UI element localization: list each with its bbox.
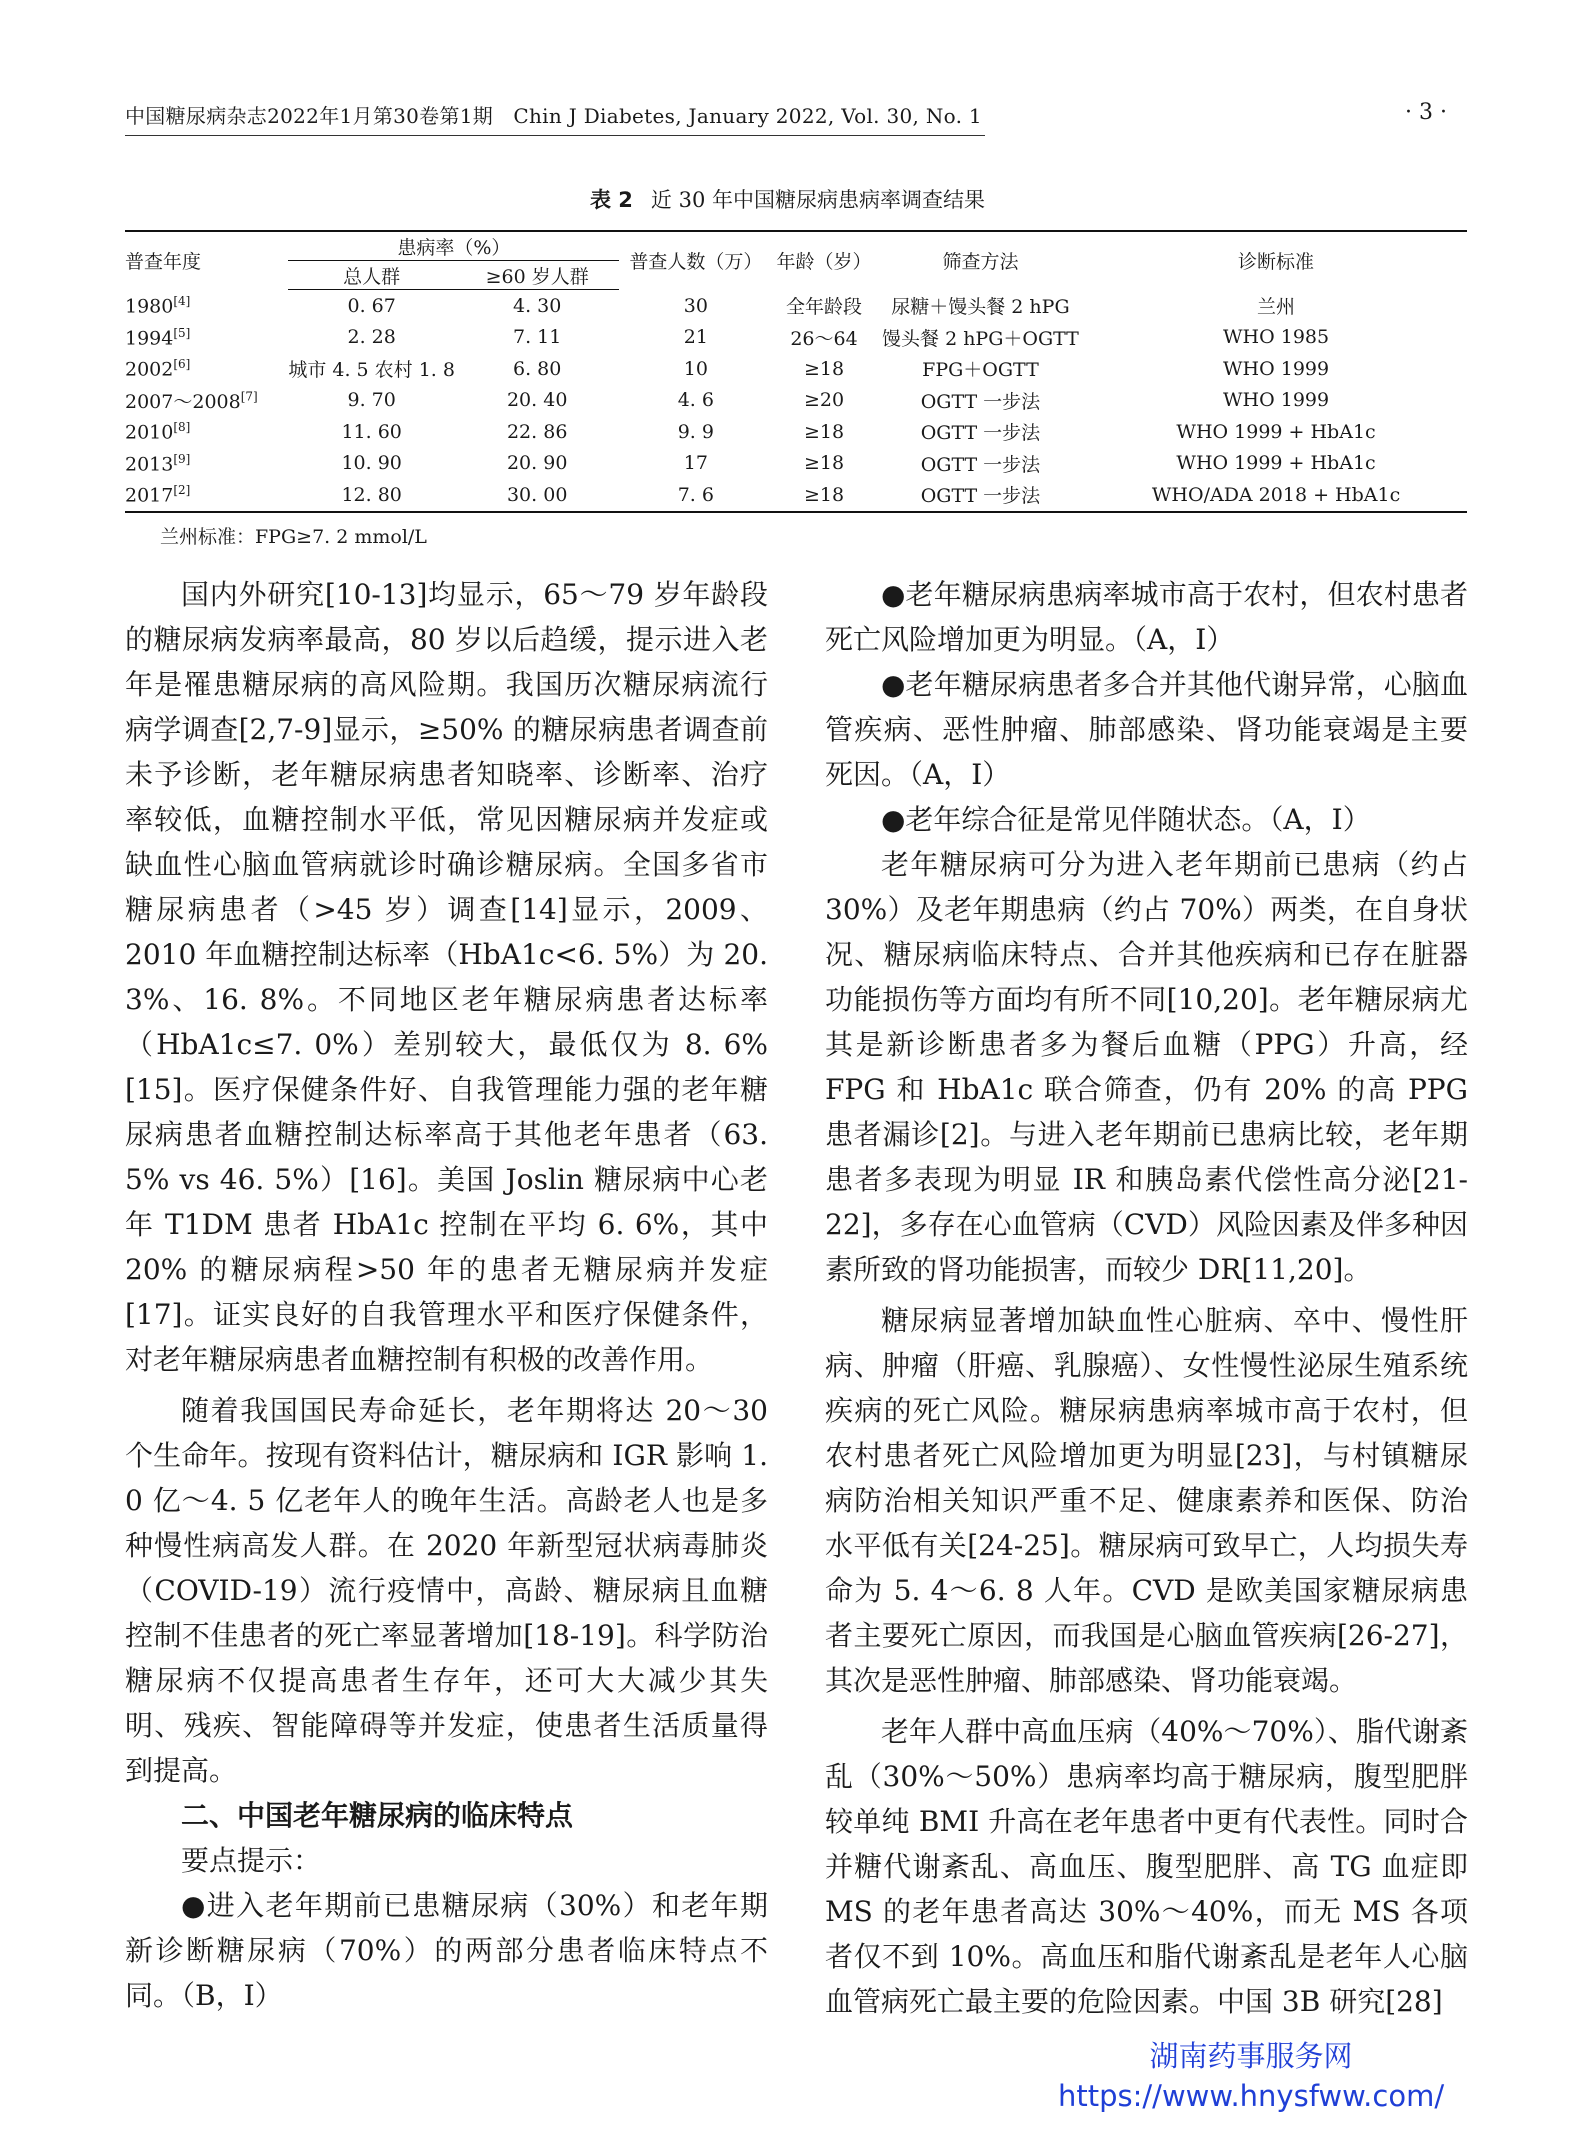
cell-people: 4. 6 (677, 389, 714, 412)
cell-screening: OGTT 一步法 (920, 422, 1041, 445)
table-row (125, 385, 1467, 417)
cell-age: ≥18 (803, 357, 845, 380)
cell-total: 11. 60 (341, 420, 402, 443)
paragraph-5: 老年人群中高血压病（40%～70%）、脂代谢紊乱（30%～50%）患病率均高于糖尿病，腹型肥胖较单纯 BMI 升高在老年患者中更有代表性。同时合并糖代谢紊乱、高血压、腹型肥胖、高 TG 血症即 MS 的老年患者高达 30%～40%，而无 MS 各项者仅不到 10%。高血压和脂代谢紊乱是老年人心脑血管病死亡最主要的危险因素。中国 3B 研究[28] (825, 1715, 1468, 2018)
cell-total: 0. 67 (347, 294, 396, 317)
cell-elderly: 6. 80 (513, 357, 562, 380)
header-total: 总人群 (288, 261, 455, 290)
cell-elderly: 30. 00 (455, 479, 619, 512)
table-row (125, 416, 1467, 448)
cell-people: 10 (683, 357, 708, 380)
cell-year: 2007～2008[7] (125, 389, 258, 413)
cell-people: 30 (683, 294, 708, 317)
cell-age: ≥18 (803, 420, 845, 443)
cell-elderly: 7. 11 (513, 326, 562, 349)
citation-ref: [9] (173, 451, 191, 466)
key-point-4: ●老年综合征是常见伴随状态。（A，Ⅰ） (881, 803, 1371, 836)
table-label: 表 2 (589, 188, 633, 212)
cell-elderly: 20. 40 (506, 389, 568, 412)
table-row (125, 353, 1467, 385)
cell-year: 2013[9] (125, 451, 191, 475)
cell-diagnosis: WHO 1999 (1223, 389, 1330, 412)
cell-screening: OGTT 一步法 (876, 479, 1085, 512)
page-number: · 3 · (1405, 100, 1447, 125)
cell-screening: OGTT 一步法 (920, 453, 1041, 476)
citation-ref: [4] (173, 293, 191, 308)
cell-diagnosis: WHO 1999 (1223, 357, 1330, 380)
cell-age: ≥20 (803, 389, 845, 412)
cell-year: 2002[6] (125, 357, 191, 381)
table-row (125, 322, 1467, 354)
watermark-url: https://www.hnysfww.com/ (1058, 2079, 1445, 2113)
cell-total: 12. 80 (288, 479, 455, 512)
section-heading: 二、中国老年糖尿病的临床特点 (181, 1799, 574, 1832)
header-elderly: ≥60 岁人群 (455, 261, 619, 290)
cell-people: 7. 6 (619, 479, 772, 512)
cell-screening: OGTT 一步法 (920, 390, 1041, 413)
cell-total: 10. 90 (341, 452, 402, 475)
prevalence-table (125, 230, 1467, 513)
cell-diagnosis: WHO 1999 + HbA1c (1176, 452, 1376, 475)
running-head: 中国糖尿病杂志2022年1月第30卷第1期 Chin J Diabetes, January 2022, Vol. 30, No. 1 (125, 100, 985, 136)
cell-elderly: 22. 86 (506, 420, 568, 443)
key-points-label: 要点提示： (181, 1844, 322, 1877)
cell-diagnosis: 兰州 (1257, 296, 1296, 318)
citation-ref: [5] (173, 325, 191, 340)
header-prevalence: 患病率（%） (288, 231, 619, 261)
citation-ref: [6] (173, 357, 191, 372)
cell-people: 17 (683, 452, 708, 475)
cell-diagnosis: WHO/ADA 2018 + HbA1c (1085, 479, 1467, 512)
key-point-3: ●老年糖尿病患者多合并其他代谢异常，心脑血管疾病、恶性肿瘤、肺部感染、肾功能衰竭是主要死因。（A，Ⅰ） (825, 668, 1468, 791)
cell-year: 2010[8] (125, 420, 191, 444)
paragraph-4: 糖尿病显著增加缺血性心脏病、卒中、慢性肝病、肿瘤（肝癌、乳腺癌）、女性慢性泌尿生殖系统疾病的死亡风险。糖尿病患病率城市高于农村，但农村患者死亡风险增加更为明显[23]，与村镇糖尿病防治相关知识严重不足、健康素养和医保、防治水平低有关[24-25]。糖尿病可致早亡，人均损失寿命为 5. 4～6. 8 人年。CVD 是欧美国家糖尿病患者主要死亡原因，而我国是心脑血管疾病[26-27]，其次是恶性肿瘤、肺部感染、肾功能衰竭。 (825, 1304, 1468, 1697)
table-title: 近 30 年中国糖尿病患病率调查结果 (650, 188, 985, 212)
cell-screening: 尿糖＋馒头餐 2 hPG (891, 296, 1070, 318)
cell-year: 1980[4] (125, 293, 191, 318)
key-point-1: ●进入老年期前已患糖尿病（30%）和老年期新诊断糖尿病（70%）的两部分患者临床特点不同。（B，Ⅰ） (125, 1889, 768, 2012)
cell-screening: FPG＋OGTT (922, 359, 1039, 382)
cell-age: 全年龄段 (786, 296, 863, 318)
paragraph-3: 老年糖尿病可分为进入老年期前已患病（约占 30%）及老年期患病（约占 70%）两类，在自身状况、糖尿病临床特点、合并其他疾病和已存在脏器功能损伤等方面均有所不同[10,20]。老年糖尿病尤其是新诊断患者多为餐后血糖（PPG）升高，经 FPG 和 HbA1c 联合筛查，仍有 20% 的高 PPG 患者漏诊[2]。与进入老年期前已患病比较，老年期患者多表现为明显 IR 和胰岛素代偿性高分泌[21-22]，多存在心血管病（CVD）风险因素及伴多种因素所致的肾功能损害，而较少 DR[11,20]。 (825, 848, 1468, 1286)
table-note: 兰州标准：FPG≥7. 2 mmol/L (160, 526, 427, 548)
cell-age: ≥18 (803, 452, 845, 475)
right-column (825, 572, 1468, 2024)
cell-diagnosis: WHO 1985 (1223, 326, 1330, 349)
citation-ref: [2] (173, 483, 191, 498)
header-people: 普查人数（万） (619, 231, 772, 290)
header-year: 普查年度 (125, 231, 288, 290)
citation-ref: [7] (240, 389, 258, 404)
left-column (125, 572, 768, 2018)
key-point-2: ●老年糖尿病患病率城市高于农村，但农村患者死亡风险增加更为明显。（A，Ⅰ） (825, 578, 1468, 656)
cell-total: 9. 70 (347, 389, 396, 412)
table-row (125, 290, 1467, 322)
paragraph-1: 国内外研究[10-13]均显示，65～79 岁年龄段的糖尿病发病率最高，80 岁以后趋缓，提示进入老年是罹患糖尿病的高风险期。我国历次糖尿病流行病学调查[2,7-9]显示，≥50% 的糖尿病患者调查前未予诊断，老年糖尿病患者知晓率、诊断率、治疗率较低，血糖控制水平低，常见因糖尿病并发症或缺血性心脑血管病就诊时确诊糖尿病。全国多省市糖尿病患者（>45 岁）调查[14]显示，2009、2010 年血糖控制达标率（HbA1c<6. 5%）为 20. 3%、16. 8%。不同地区老年糖尿病患者达标率（HbA1c≤7. 0%）差别较大，最低仅为 8. 6%[15]。医疗保健条件好、自我管理能力强的老年糖尿病患者血糖控制达标率高于其他老年患者（63. 5% vs 46. 5%）[16]。美国 Joslin 糖尿病中心老年 T1DM 患者 HbA1c 控制在平均 6. 6%，其中 20% 的糖尿病程>50 年的患者无糖尿病并发症[17]。证实良好的自我管理水平和医疗保健条件，对老年糖尿病患者血糖控制有积极的改善作用。 (125, 578, 768, 1376)
cell-screening: 馒头餐 2 hPG＋OGTT (882, 327, 1079, 350)
citation-ref: [8] (173, 420, 191, 435)
cell-total: 城市 4. 5 农村 1. 8 (288, 359, 455, 382)
watermark-name: 湖南药事服务网 (1149, 2039, 1353, 2073)
table-row (125, 479, 1467, 512)
cell-age: ≥18 (772, 479, 876, 512)
cell-people: 9. 9 (677, 420, 714, 443)
watermark (1058, 2036, 1444, 2116)
cell-year: 2017[2] (125, 479, 288, 512)
cell-age: 26～64 (790, 327, 858, 350)
cell-elderly: 4. 30 (513, 294, 562, 317)
cell-diagnosis: WHO 1999 + HbA1c (1176, 420, 1376, 443)
cell-year: 1994[5] (125, 325, 191, 349)
cell-people: 21 (683, 326, 708, 349)
header-screening: 筛查方法 (876, 231, 1085, 290)
cell-total: 2. 28 (347, 326, 396, 349)
header-diagnosis: 诊断标准 (1085, 231, 1467, 290)
table-caption (0, 184, 1575, 214)
cell-elderly: 20. 90 (506, 452, 568, 475)
table-row (125, 448, 1467, 480)
paragraph-2: 随着我国国民寿命延长，老年期将达 20～30 个生命年。按现有资料估计，糖尿病和 IGR 影响 1. 0 亿～4. 5 亿老年人的晚年生活。高龄老人也是多种慢性病高发人群。在 2020 年新型冠状病毒肺炎（COVID-19）流行疫情中，高龄、糖尿病且血糖控制不佳患者的死亡率显著增加[18-19]。科学防治糖尿病不仅提高患者生存年，还可大大减少其失明、残疾、智能障碍等并发症，使患者生活质量得到提高。 (125, 1394, 768, 1787)
header-age: 年龄（岁） (772, 231, 876, 290)
